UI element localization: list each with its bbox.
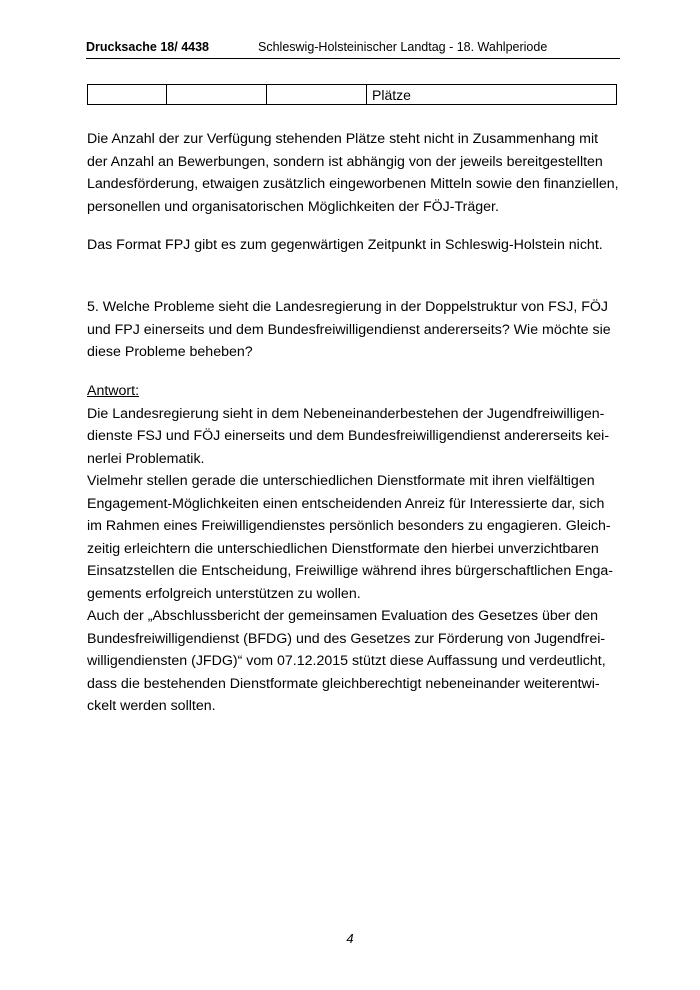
document-number: Drucksache 18/ 4438 <box>86 40 210 54</box>
parliament-title: Schleswig-Holsteinischer Landtag - 18. Wahlperiode <box>258 40 548 54</box>
page-number: 4 <box>346 931 354 946</box>
question-5 <box>87 296 617 364</box>
text-line: Auch der „Abschlussbericht der gemeinsamen Evaluation des Gesetzes über den <box>87 608 599 624</box>
text-line: zeitig erleichtern die unterschiedlichen Dienstformate den hierbei unverzichtbaren <box>87 540 599 557</box>
text-line: ckelt werden sollten. <box>87 698 216 714</box>
paragraph-fpj <box>87 234 617 257</box>
answer-section <box>87 380 617 718</box>
table-cell-2 <box>167 85 267 105</box>
text-line: Die Landesregierung sieht in dem Nebeneinanderbestehen der Jugendfreiwilligen- <box>87 405 605 422</box>
text-line: diese Probleme beheben? <box>87 344 253 360</box>
answer-label: Antwort: <box>87 383 140 399</box>
text-line: der Anzahl an Bewerbungen, sondern ist abhängig von der jeweils bereitgestellten <box>87 153 603 170</box>
text-line: Das Format FPJ gibt es zum gegenwärtigen Zeitpunkt in Schleswig-Holstein nicht. <box>87 237 603 253</box>
text-line: Bundesfreiwilligendienst (BFDG) und des Gesetzes zur Förderung von Jugendfrei- <box>87 630 606 647</box>
text-line: dass die bestehenden Dienstformate gleichberechtigt nebeneinander weiterentwi- <box>87 675 600 692</box>
text-line: personellen und organisatorischen Möglichkeiten der FÖJ-Träger. <box>87 198 499 215</box>
text-line: gements erfolgreich unterstützen zu wollen. <box>87 585 361 602</box>
page-header <box>86 36 620 59</box>
text-line: nerlei Problematik. <box>87 450 205 467</box>
text-line: im Rahmen eines Freiwilligendienstes persönlich besonders zu engagieren. Gleich- <box>87 518 611 534</box>
text-line: Vielmehr stellen gerade die unterschiedlichen Dienstformate mit ihren vielfältigen <box>87 473 595 489</box>
text-line: Die Anzahl der zur Verfügung stehenden Plätze steht nicht in Zusammenhang mit <box>87 131 599 147</box>
paragraph-places <box>87 128 617 218</box>
text-line: willigendiensten (JFDG)“ vom 07.12.2015 stützt diese Auffassung und verdeutlicht, <box>87 653 606 669</box>
text-line: Einsatzstellen die Entscheidung, Freiwillige während ihres bürgerschaftlichen Enga- <box>87 563 614 579</box>
text-line: und FPJ einerseits und dem Bundesfreiwilligendienst andererseits? Wie möchte sie <box>87 321 611 338</box>
table-fragment <box>87 84 617 105</box>
table-cell-plaetze: Plätze <box>367 85 617 105</box>
table-row <box>88 85 617 105</box>
text-line: 5. Welche Probleme sieht die Landesregierung in der Doppelstruktur von FSJ, FÖJ <box>87 299 608 315</box>
text-line: dienste FSJ und FÖJ einerseits und dem Bundesfreiwilligendienst andererseits kei- <box>87 428 610 444</box>
text-line: Landesförderung, etwaigen zusätzlich eingeworbenen Mitteln sowie den finanziellen, <box>87 176 619 192</box>
table-cell-1 <box>88 85 167 105</box>
text-line: Engagement-Möglichkeiten einen entscheidenden Anreiz für Interessierte dar, sich <box>87 495 605 512</box>
table-cell-3 <box>267 85 367 105</box>
